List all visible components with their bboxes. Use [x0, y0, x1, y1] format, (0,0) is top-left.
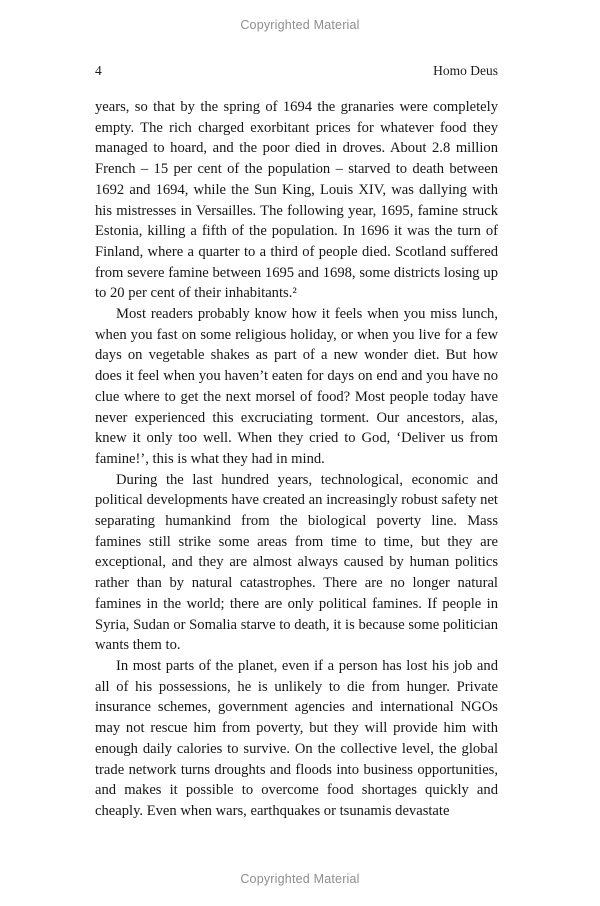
- paragraph: In most parts of the planet, even if a person has lost his job and all of his possessions, he is unlikely to die from hunger. Private insurance schemes, government agencies and international NGOs may not rescue him from poverty, but they will provide him with enough daily calories to survive. On the collective level, the global trade network turns droughts and floods into business opportunities, and makes it possible to overcome food shortages quickly and cheaply. Even when wars, earthquakes or tsunamis devastate: [95, 657, 498, 819]
- body-text: [95, 97, 498, 822]
- running-header: [95, 63, 498, 79]
- paragraph: years, so that by the spring of 1694 the granaries were completely empty. The rich charged exorbitant prices for whatever food they managed to hoard, and the poor died in droves. About 2.8 million French – 15 per cent of the population – starved to death between 1692 and 1694, while the Sun King, Louis XIV, was dallying with his mistresses in Versailles. The following year, 1695, famine struck Estonia, killing a fifth of the population. In 1696 it was the turn of Finland, where a quarter to a third of people died. Scotland suffered from severe famine between 1695 and 1698, some districts losing up to 20 per cent of their inhabitants.²: [95, 99, 498, 302]
- copyright-notice-top: Copyrighted Material: [240, 18, 360, 32]
- running-title: Homo Deus: [433, 63, 498, 78]
- paragraph: Most readers probably know how it feels when you miss lunch, when you fast on some religious holiday, or when you live for a few days on vegetable shakes as part of a new wonder diet. But how does it feel when you haven’t eaten for days on end and you have no clue where to get the next morsel of food? Most people today have never experienced this excruciating torment. Our ancestors, alas, knew it only too well. When they cried to God, ‘Deliver us from famine!’, this is what they had in mind.: [95, 306, 498, 467]
- paragraph: During the last hundred years, technological, economic and political developments have created an increasingly robust safety net separating humankind from the biological poverty line. Mass famines still strike some areas from time to time, but they are exceptional, and they are almost always caused by human politics rather than by natural catastrophes. There are no longer natural famines in the world; there are only political famines. If people in Syria, Sudan or Somalia starve to death, it is because some politician wants them to.: [95, 471, 498, 654]
- copyright-notice-bottom: Copyrighted Material: [240, 872, 360, 886]
- page-number: 4: [95, 63, 102, 78]
